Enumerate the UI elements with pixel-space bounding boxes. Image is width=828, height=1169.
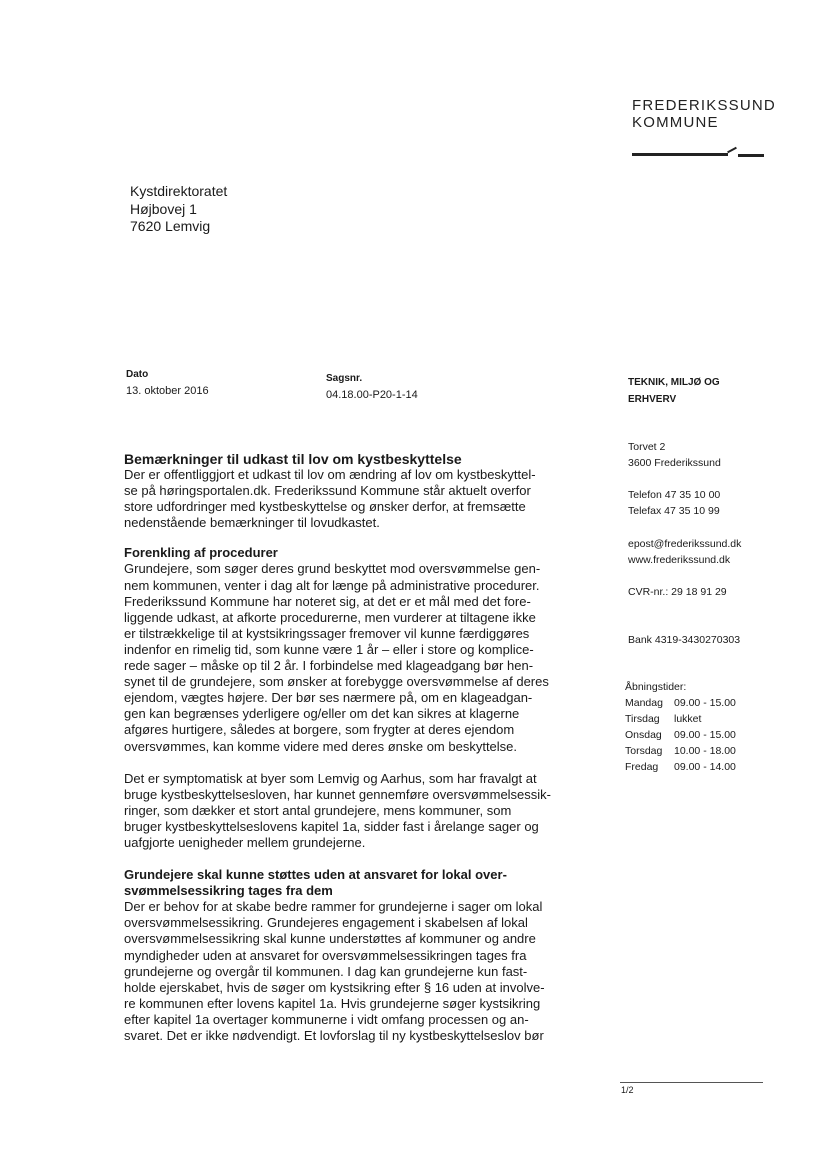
- date-label: Dato: [126, 369, 149, 380]
- text-line: svaret. Det er ikke nødvendigt. Et lovforslag til ny kystbeskyttelseslov bør: [124, 1028, 544, 1043]
- recipient-line: 7620 Lemvig: [130, 218, 211, 234]
- hours-row: [625, 695, 736, 711]
- section-paragraph: [124, 771, 564, 851]
- section-heading: [124, 867, 564, 899]
- hours-time: 09.00 - 15.00: [674, 697, 736, 709]
- contact-web: [628, 536, 741, 568]
- text-line: holde ejerskabet, hvis de søger om kystsikring efter § 16 uden at involve-: [124, 979, 545, 995]
- page-number: 1/2: [621, 1085, 634, 1095]
- text-line: oversvømmes, kan komme videre med deres ønske om beskyttelse.: [124, 738, 518, 754]
- address-line: 3600 Frederikssund: [628, 457, 721, 469]
- recipient-line: Højbovej 1: [130, 200, 197, 217]
- text-line: liggende udkast, at afkorte procedurerne, men vurderer at tiltagene ikke: [124, 609, 536, 625]
- text-line: Det er symptomatisk at byer som Lemvig og Aarhus, som har fravalgt at: [124, 770, 537, 786]
- hours-row: [625, 743, 736, 759]
- logo-line-1: FREDERIKSSUND: [632, 97, 776, 114]
- text-line: Grundejere, som søger deres grund beskyttet mod oversvømmelse gen-: [124, 561, 541, 577]
- phone-line: Telefon 47 35 10 00: [628, 489, 721, 501]
- text-line: rede sager – måske op til 2 år. I forbindelse med klageadgang bør hen-: [124, 658, 534, 674]
- text-line: oversvømmelsessikring. Grundejeres engagement i skabelsen af lokal: [124, 915, 528, 931]
- text-line: nem kommunen, venter i dag alt for længe på administrative procedurer.: [124, 577, 540, 593]
- logo-tick: [727, 147, 737, 153]
- opening-hours-label: Åbningstider:: [625, 681, 687, 693]
- text-line: uafgjorte uenigheder mellem grundejerne.: [124, 834, 366, 850]
- section-paragraph: [124, 561, 564, 754]
- text-line: efter kapitel 1a overtager kommunerne i vidt omfang processen og an-: [124, 1011, 529, 1027]
- letter-title: Bemærkninger til udkast til lov om kystbeskyttelse: [124, 451, 462, 467]
- hours-row: [625, 727, 736, 743]
- cvr-number: CVR-nr.: 29 18 91 29: [628, 586, 727, 598]
- text-line: svømmelsessikring tages fra dem: [124, 883, 333, 899]
- hours-row: [625, 711, 736, 727]
- text-line: ejendom, vægtes højere. Der bør ses nærmere på, om en klageadgan-: [124, 690, 533, 706]
- opening-hours: [625, 679, 736, 775]
- contact-phones: [628, 487, 720, 519]
- text-line: synet til de grundejere, som ønsker at forebygge oversvømmelse af deres: [124, 674, 549, 690]
- hours-day: Tirsdag: [625, 713, 660, 725]
- text-line: nedenstående bemærkninger til lovudkastet.: [124, 515, 380, 531]
- text-line: ringer, som dækker et stort antal grundejere, mens kommuner, som: [124, 802, 512, 818]
- hours-day: Fredag: [625, 761, 659, 773]
- hours-day: Torsdag: [625, 745, 663, 757]
- bank-account: Bank 4319-3430270303: [628, 634, 741, 646]
- contact-address: [628, 439, 721, 471]
- intro-paragraph: [124, 467, 564, 531]
- text-line: re kommunen efter lovens kapitel 1a. Hvis grundejerne søger kystsikring: [124, 995, 541, 1011]
- logo-dash: [738, 154, 764, 157]
- text-line: afgøres hurtigere, således at borgere, som frygter at deres ejendom: [124, 722, 515, 738]
- hours-time: 10.00 - 18.00: [674, 745, 736, 757]
- case-value: 04.18.00-P20-1-14: [326, 389, 418, 401]
- email-link[interactable]: epost@frederikssund.dk: [628, 538, 742, 550]
- text-line: oversvømmelsessikring skal kunne understøttes af kommuner og andre: [124, 931, 536, 947]
- text-line: myndigheder uden at ansvaret for oversvømmelsessikringen tages fra: [124, 947, 527, 963]
- section-heading: Forenkling af procedurer: [124, 545, 278, 561]
- hours-day: Onsdag: [625, 729, 662, 741]
- logo-line-2: KOMMUNE: [632, 114, 719, 131]
- text-line: se på høringsportalen.dk. Frederikssund Kommune står aktuelt overfor: [124, 483, 531, 499]
- text-line: gen kan begrænses yderligere og/eller om det kan sikres at klagerne: [124, 706, 520, 722]
- recipient-address: [130, 183, 227, 236]
- fax-line: Telefax 47 35 10 99: [628, 505, 720, 517]
- text-line: indenfor en rimelig tid, som kunne være 1 år – eller i store og komplice-: [124, 641, 534, 657]
- text-line: Grundejere skal kunne støttes uden at ansvaret for lokal over-: [124, 867, 507, 883]
- section-paragraph: [124, 899, 564, 1044]
- text-line: Der er offentliggjort et udkast til lov om ændring af lov om kystbeskyttel-: [124, 467, 536, 482]
- text-line: er tilstrækkelige til at kystsikringssager fremover vil kunne færdiggøres: [124, 625, 530, 641]
- text-line: bruge kystbeskyttelsesloven, har kunnet gennemføre oversvømmelsessik-: [124, 786, 552, 802]
- hours-row: [625, 759, 736, 775]
- page-number-rule: [620, 1082, 763, 1083]
- text-line: bruger kystbeskyttelseslovens kapitel 1a, sidder fast i årelange sager og: [124, 818, 539, 834]
- municipality-logo: [632, 97, 776, 131]
- hours-time: 09.00 - 14.00: [674, 761, 736, 773]
- hours-time: lukket: [674, 713, 702, 725]
- logo-underline: [632, 153, 728, 156]
- hours-time: 09.00 - 15.00: [674, 729, 736, 741]
- recipient-line: Kystdirektoratet: [130, 183, 228, 199]
- date-block: [126, 369, 209, 397]
- text-line: Der er behov for at skabe bedre rammer for grundejerne i sager om lokal: [124, 899, 543, 915]
- text-line: Frederikssund Kommune har noteret sig, at det er et mål med det fore-: [124, 593, 531, 609]
- address-line: Torvet 2: [628, 441, 666, 453]
- text-line: store udfordringer med kystbeskyttelse og ønsker derfor, at fremsætte: [124, 499, 526, 515]
- hours-day: Mandag: [625, 697, 663, 709]
- website-link[interactable]: www.frederikssund.dk: [628, 554, 731, 566]
- letter-body: [124, 451, 564, 1044]
- date-value: 13. oktober 2016: [126, 385, 209, 397]
- case-label: Sagsnr.: [326, 373, 363, 384]
- case-block: [326, 373, 418, 401]
- department: TEKNIK, MILJØ OG ERHVERV: [628, 377, 720, 405]
- text-line: grundejerne og overgår til kommunen. I dag kan grundejerne kun fast-: [124, 963, 528, 979]
